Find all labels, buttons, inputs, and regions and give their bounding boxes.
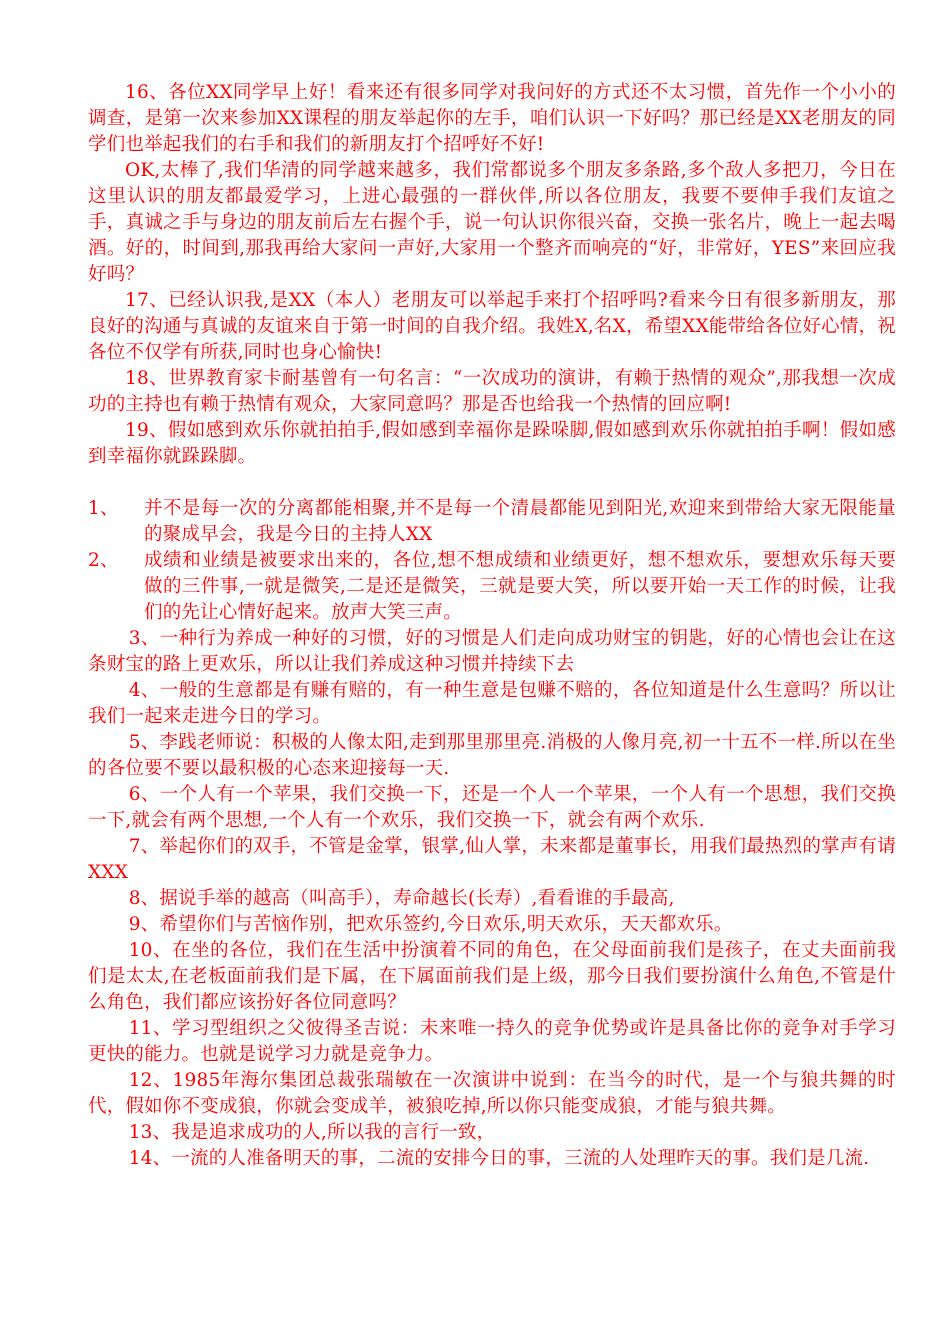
paragraph-6: 6、一个人有一个苹果，我们交换一下，还是一个人一个苹果，一个人有一个思想，我们交换一下,就会有两个思想,一个人有一个欢乐，我们交换一下，就会有两个欢乐. <box>88 784 896 831</box>
paragraph-11: 11、学习型组织之父彼得圣吉说：未来唯一持久的竞争优势或许是具备比你的竞争对手学习更快的能力。也就是说学习力就是竞争力。 <box>88 1018 896 1065</box>
paragraph-12: 12、1985年海尔集团总裁张瑞敏在一次演讲中说到：在当今的时代，是一个与狼共舞的时代，假如你不变成狼，你就会变成羊，被狼吃掉,所以你只能变成狼，才能与狼共舞。 <box>88 1070 896 1117</box>
paragraph-gap <box>88 470 896 496</box>
paragraph-8: 8、据说手举的越高（叫高手），寿命越长(长寿）,看看谁的手最高, <box>128 888 675 909</box>
numbered-item-2 <box>88 548 896 626</box>
item-text: 并不是每一次的分离都能相聚,并不是每一个清晨都能见到阳光,欢迎来到带给大家无限能量的聚成早会，我是今日的主持人XX <box>144 498 896 545</box>
item-text: 成绩和业绩是被要求出来的，各位,想不想成绩和业绩更好，想不想欢乐，要想欢乐每天要做的三件事,一就是微笑,二是还是微笑，三就是要大笑，所以要开始一天工作的时候，让我们的先让心情好起来。放声大笑三声。 <box>144 550 896 623</box>
item-number: 1、 <box>88 498 119 519</box>
paragraph-3: 3、一种行为养成一种好的习惯，好的习惯是人们走向成功财宝的钥匙，好的心情也会让在这条财宝的路上更欢乐，所以让我们养成这种习惯并持续下去 <box>88 628 896 675</box>
paragraph-5: 5、李践老师说：积极的人像太阳,走到那里那里亮.消极的人像月亮,初一十五不一样.所以在坐的各位要不要以最积极的心态来迎接每一天. <box>88 732 896 779</box>
document-body <box>88 80 896 1172</box>
paragraph-9: 9、希望你们与苦恼作别，把欢乐签约,今日欢乐,明天欢乐，天天都欢乐。 <box>128 914 733 935</box>
paragraph-18: 18、世界教育家卡耐基曾有一句名言：“一次成功的演讲，有赖于热情的观众”,那我想一次成功的主持也有赖于热情有观众，大家同意吗？那是否也给我一个热情的回应啊! <box>88 368 896 415</box>
paragraph-7: 7、举起你们的双手，不管是金掌，银掌,仙人掌，未来都是董事长，用我们最热烈的掌声有请XXX <box>88 836 896 883</box>
paragraph-4: 4、一般的生意都是有赚有赔的，有一种生意是包赚不赔的，各位知道是什么生意吗？所以让我们一起来走进今日的学习。 <box>88 680 896 727</box>
paragraph-10: 10、在坐的各位，我们在生活中扮演着不同的角色，在父母面前我们是孩子，在丈夫面前我们是太太,在老板面前我们是下属，在下属面前我们是上级，那今日我们要扮演什么角色,不管是什么角色，我们都应该扮好各位同意吗？ <box>88 940 896 1013</box>
paragraph-17: 17、已经认识我,是XX（本人）老朋友可以举起手来打个招呼吗?看来今日有很多新朋友，那良好的沟通与真诚的友谊来自于第一时间的自我介绍。我姓X,名X，希望XX能带给各位好心情，祝各位不仅学有所获,同时也身心愉快! <box>88 290 896 363</box>
paragraph-16: 16、各位XX同学早上好！看来还有很多同学对我问好的方式还不太习惯，首先作一个小小的调查，是第一次来参加XX课程的朋友举起你的左手，咱们认识一下好吗？那已经是XX老朋友的同学们也举起我们的右手和我们的新朋友打个招呼好不好! <box>88 82 896 155</box>
paragraph-ok: OK,太棒了,我们华清的同学越来越多，我们常都说多个朋友多条路,多个敌人多把刀，今日在这里认识的朋友都最爱学习，上进心最强的一群伙伴,所以各位朋友，我要不要伸手我们友谊之手，真诚之手与身边的朋友前后左右握个手，说一句认识你很兴奋，交换一张名片，晚上一起去喝酒。好的，时间到,那我再给大家问一声好,大家用一个整齐而响亮的“好，非常好，YES”来回应我好吗？ <box>88 160 896 285</box>
numbered-item-1 <box>88 496 896 548</box>
paragraph-13: 13、我是追求成功的人,所以我的言行一致， <box>128 1122 496 1143</box>
item-number: 2、 <box>88 550 119 571</box>
paragraph-14: 14、一流的人准备明天的事，二流的安排今日的事，三流的人处理昨天的事。我们是几流. <box>128 1148 870 1169</box>
paragraph-19: 19、假如感到欢乐你就拍拍手,假如感到幸福你是跺哚脚,假如感到欢乐你就拍拍手啊！假如感到幸福你就跺跺脚。 <box>88 420 896 467</box>
